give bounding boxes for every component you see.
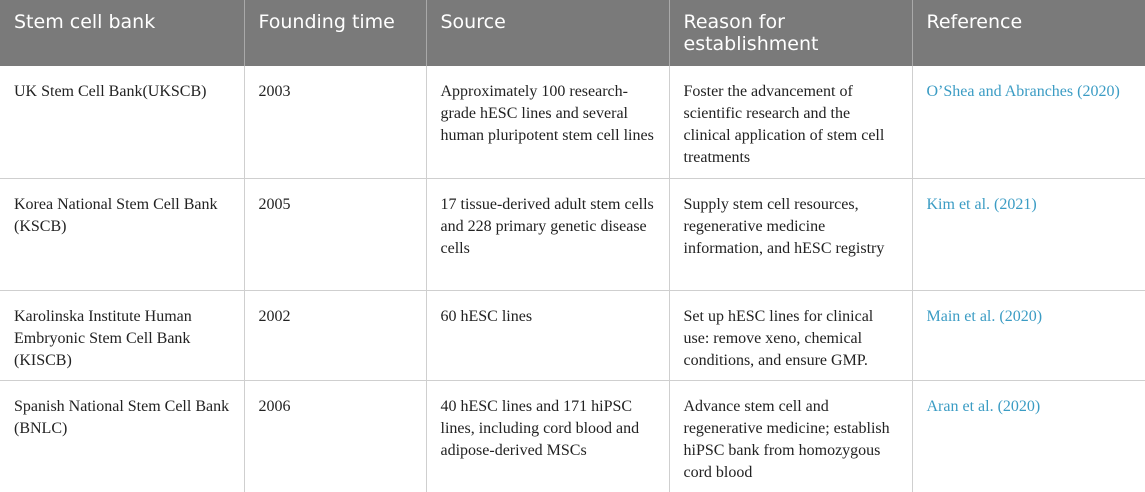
cell-reference-link[interactable]: O’Shea and Abranches (2020) [912, 66, 1145, 178]
cell-reason: Supply stem cell resources, regenerative medicine information, and hESC registry [669, 178, 912, 290]
cell-source: 60 hESC lines [426, 290, 669, 380]
cell-founding: 2005 [244, 178, 426, 290]
table-row [0, 290, 1145, 380]
table-row [0, 66, 1145, 178]
cell-source: 40 hESC lines and 171 hiPSC lines, including cord blood and adipose-derived MSCs [426, 380, 669, 492]
header-row [0, 0, 1145, 66]
cell-source: 17 tissue-derived adult stem cells and 228 primary genetic disease cells [426, 178, 669, 290]
cell-bank: Spanish National Stem Cell Bank (BNLC) [0, 380, 244, 492]
table-row [0, 380, 1145, 492]
table-header [0, 0, 1145, 66]
table-row [0, 178, 1145, 290]
cell-reason: Set up hESC lines for clinical use: remove xeno, chemical conditions, and ensure GMP. [669, 290, 912, 380]
cell-founding: 2006 [244, 380, 426, 492]
cell-reference-link[interactable]: Main et al. (2020) [912, 290, 1145, 380]
header-stem-cell-bank: Stem cell bank [0, 0, 244, 66]
header-founding-time: Founding time [244, 0, 426, 66]
cell-bank: Korea National Stem Cell Bank (KSCB) [0, 178, 244, 290]
cell-reason: Advance stem cell and regenerative medicine; establish hiPSC bank from homozygous cord blood [669, 380, 912, 492]
cell-reference-link[interactable]: Aran et al. (2020) [926, 397, 1041, 415]
cell-source: Approximately 100 research-grade hESC lines and several human pluripotent stem cell lines [426, 66, 669, 178]
cell-founding: 2002 [244, 290, 426, 380]
cell-founding: 2003 [244, 66, 426, 178]
cell-reference-link[interactable]: Kim et al. (2021) [912, 178, 1145, 290]
header-source: Source [426, 0, 669, 66]
cell-bank: UK Stem Cell Bank(UKSCB) [0, 66, 244, 178]
header-reason: Reason for establishment [669, 0, 912, 66]
table-body [0, 66, 1145, 492]
cell-reason: Foster the advancement of scientific research and the clinical application of stem cell treatments [669, 66, 912, 178]
header-reference: Reference [912, 0, 1145, 66]
cell-bank: Karolinska Institute Human Embryonic Stem Cell Bank (KISCB) [0, 290, 244, 380]
